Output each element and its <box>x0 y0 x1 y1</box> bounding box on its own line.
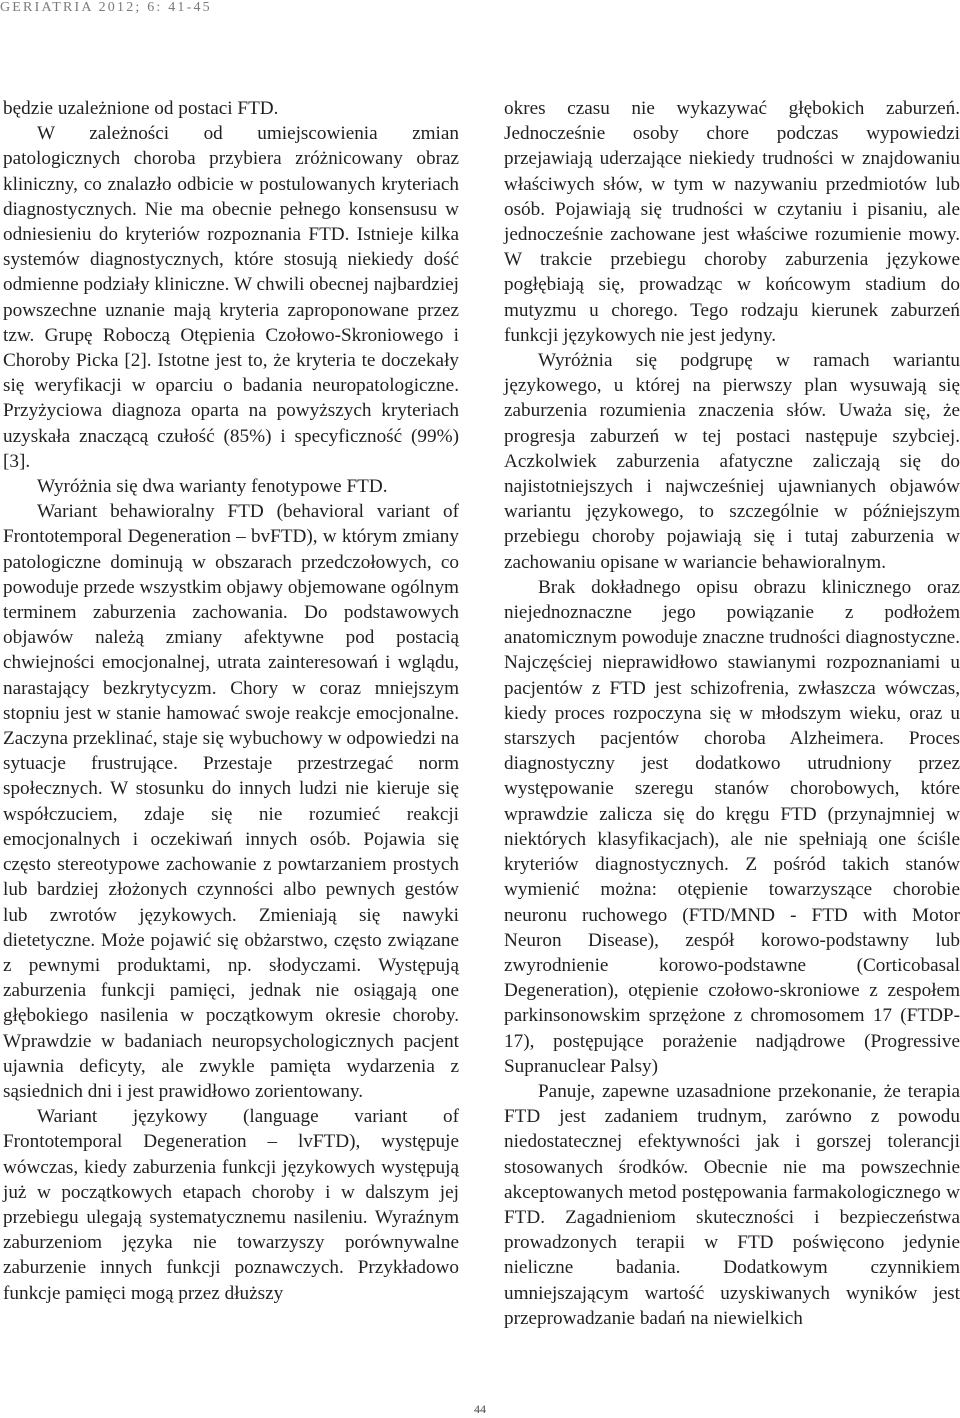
paragraph: Panuje, zapewne uzasadnione przekonanie, że terapia FTD jest zadaniem trudnym, zarówno z powodu niedostatecznej efektywności jak i gorszej tolerancji stosowanych środków. Obecnie nie ma powszechnie akceptowanych metod postępowania farmakologicznego w FTD. Zagadnieniom skuteczności i bezpieczeństwa prowadzonych terapii w FTD poświęcono jedynie nieliczne badania. Dodatkowym czynnikiem umniejszającym wartość uzyskiwanych wyników jest przeprowadzanie badań na niewielkich <box>504 1080 960 1329</box>
page-number: 44 <box>474 1402 486 1416</box>
paragraph: Wariant behawioralny FTD (behavioral variant of Frontotemporal Degeneration – bvFTD), w którym zmiany patologiczne dominują w obszarach przedczołowych, co powoduje przede wszystkim objawy objemowane ogólnym terminem zaburzenia zachowania. Do podstawowych objawów należą zmiany afektywne pod postacią chwiejności emocjonalnej, utrata zainteresowań i wglądu, narastający bezkrytycyzm. Chory w coraz mniejszym stopniu jest w stanie hamować swoje reakcje emocjonalne. Zaczyna przeklinać, staje się wybuchowy w odpowiedzi na sytuacje frustrujące. Przestaje przestrzegać norm społecznych. W stosunku do innych ludzi nie kieruje się współczuciem, zdaje się nie rozumieć reakcji emocjonalnych i oczekiwań innych osób. Pojawia się często stereotypowe zachowanie z powtarzaniem prostych lub bardziej złożonych czynności albo pewnych gestów lub zwrotów językowych. Zmieniają się nawyki dietetyczne. Może pojawić się obżarstwo, często związane z pewnymi produktami, np. słodyczami. Występują zaburzenia funkcji pamięci, jednak nie osiągają one głębokiego nasilenia w początkowym okresie choroby. Wprawdzie w badaniach neuropsychologicznych pacjent ujawnia deficyty, ale zwykle pamięta wydarzenia z sąsiednich dni i jest prawidłowo zorientowany. <box>3 501 459 1102</box>
paragraph: Brak dokładnego opisu obrazu klinicznego oraz niejednoznaczne jego powiązanie z podłożem anatomicznym powoduje znaczne trudności diagnostyczne. Najczęściej nieprawidłowo stawianymi rozpoznaniami u pacjentów z FTD jest schizofrenia, zwłaszcza wówczas, kiedy proces rozpoczyna się w młodszym wieku, oraz u starszych pacjentów choroba Alzheimera. Proces diagnostyczny jest dodatkowo utrudniony przez występowanie szeregu stanów chorobowych, które wprawdzie zalicza się do kręgu FTD (przynajmniej w niektórych klasyfikacjach), ale nie spełniają one ściśle kryteriów diagnostycznych. Z pośród takich stanów wymienić można: otępienie towarzyszące chorobie neuronu ruchowego (FTD/MND - FTD with Motor Neuron Disease), zespół korowo-podstawny lub zwyrodnienie korowo-podstawne (Corticobasal Degeneration), otępienie czołowo-skroniowe z zespołem parkinsonowskim sprzężone z chromosomem 17 (FTDP-17), postępujące porażenie nadjądrowe (Progressive Supranuclear Palsy) <box>504 576 960 1077</box>
paragraph: okres czasu nie wykazywać głębokich zaburzeń. Jednocześnie osoby chore podczas wypowiedzi przejawiają uderzające niekiedy trudności w znajdowaniu właściwych słów, w tym w nazywaniu przedmiotów lub osób. Pojawiają się trudności w czytaniu i pisaniu, ale jednocześnie zachowane jest właściwe rozumienie mowy. W trakcie przebiegu choroby zaburzenia językowe pogłębiają się, prowadząc w końcowym stadium do mutyzmu u chorego. Tego rodzaju kierunek zaburzeń funkcji językowych nie jest jedyny. <box>504 98 960 346</box>
running-header: GERIATRIA 2012; 6: 41-45 <box>0 0 212 15</box>
paragraph: będzie uzależnione od postaci FTD. <box>3 98 279 119</box>
right-column <box>504 96 960 1331</box>
paragraph: W zależności od umiejscowienia zmian patologicznych choroba przybiera zróżnicowany obraz kliniczny, co znalazło odbicie w postulowanych kryteriach diagnostycznych. Nie ma obecnie pełnego konsensusu w odniesieniu do kryteriów rozpoznania FTD. Istnieje kilka systemów diagnostycznych, które stosują niekiedy dość odmienne podziały kliniczne. W chwili obecnej najbardziej powszechne uznanie mają kryteria zaproponowane przez tzw. Grupę Roboczą Otępienia Czołowo-Skroniowego i Choroby Picka [2]. Istotne jest to, że kryteria te doczekały się weryfikacji w oparciu o badania neuropatologiczne. Przyżyciowa diagnoza oparta na powyższych kryteriach uzyskała znaczącą czułość (85%) i specyficzność (99%) [3]. <box>3 123 459 472</box>
paragraph: Wariant językowy (language variant of Frontotemporal Degeneration – lvFTD), występuje wówczas, kiedy zaburzenia funkcji językowych występują już w początkowych etapach choroby i w dalszym jej przebiegu ulegają systematycznemu nasileniu. Wyraźnym zaburzeniom języka nie towarzyszy porównywalne zaburzenie innych funkcji poznawczych. Przykładowo funkcje pamięci mogą przez dłuższy <box>3 1106 459 1304</box>
paragraph: Wyróżnia się dwa warianty fenotypowe FTD. <box>37 476 388 498</box>
left-column <box>3 96 459 1306</box>
paragraph: Wyróżnia się podgrupę w ramach wariantu językowego, u której na pierwszy plan wysuwają się zaburzenia rozumienia znaczenia słów. Uważa się, że progresja zaburzeń w tej postaci następuje szybciej. Aczkolwiek zaburzenia afatyczne zaliczają się do najistotniejszych i najwcześniej ujawnianych objawów wariantu językowego, to szczególnie w późniejszym przebiegu choroby pojawiają się i tutaj zaburzenia w zachowaniu opisane w wariancie behawioralnym. <box>504 350 960 573</box>
